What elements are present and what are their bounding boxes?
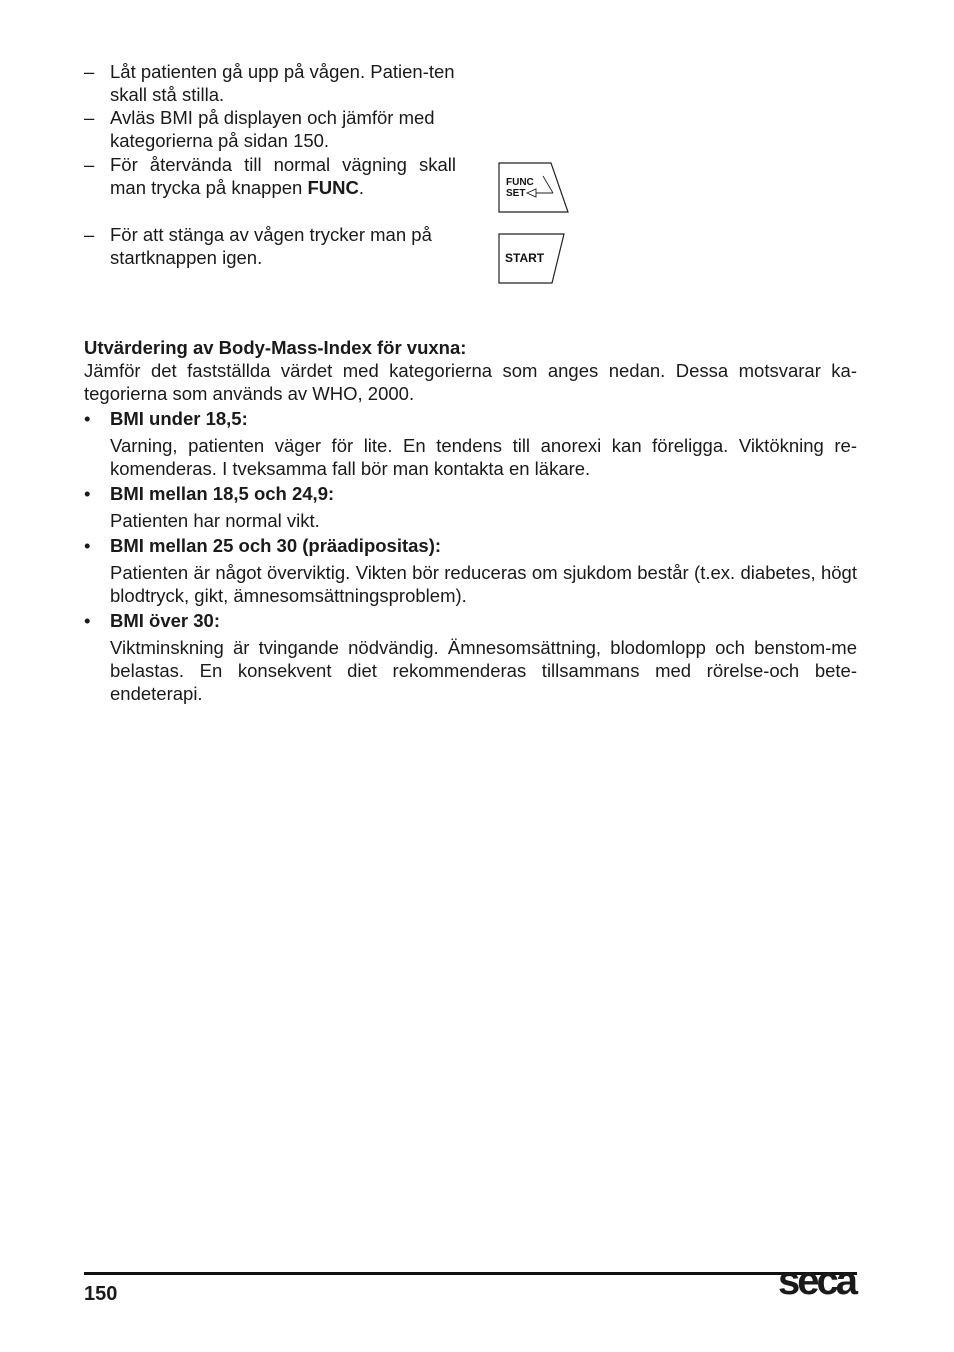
step-text (110, 153, 456, 199)
category-description: Patienten är något överviktig. Vikten bör reduceras om sjukdom består (t.ex. diabetes, högt blodtryck, gikt, ämnesomsättningsproblem). (110, 562, 857, 606)
category-description: Patienten har normal vikt. (110, 510, 320, 531)
start-button-illustration (498, 233, 566, 285)
bmi-evaluation-section (84, 336, 857, 705)
step-3 (84, 153, 456, 199)
set-label: SET (506, 188, 526, 199)
bullet-dot: • (84, 535, 91, 556)
category-title: BMI under 18,5: (110, 408, 248, 429)
category-title: BMI mellan 25 och 30 (präadipositas): (110, 535, 442, 556)
step-text-part: För återvända till normal vägning skall man trycka på knappen (110, 154, 456, 198)
step-4 (84, 223, 456, 269)
step-text: För att stänga av vågen trycker man på startknappen igen. (110, 224, 432, 268)
bmi-category-obese (84, 609, 857, 632)
footer-divider (84, 1272, 857, 1275)
start-label: START (505, 251, 545, 265)
dash-marker: – (84, 224, 95, 245)
seca-logo: seca (778, 1259, 855, 1303)
section-intro: Jämför det fastställda värdet med kategorierna som anges nedan. Dessa motsvarar ka-tegorierna som används av WHO, 2000. (84, 360, 857, 404)
section-heading: Utvärdering av Body-Mass-Index för vuxna: (84, 337, 467, 358)
step-text: Låt patienten gå upp på vågen. Patien-ten skall stå stilla. (110, 61, 455, 105)
dash-marker: – (84, 107, 95, 128)
category-description: Varning, patienten väger för lite. En tendens till anorexi kan föreligga. Viktökning re-komenderas. I tveksamma fall bör man kontakta en läkare. (110, 435, 857, 479)
bullet-dot: • (84, 610, 91, 631)
page-number: 150 (84, 1283, 118, 1305)
step-text: Avläs BMI på displayen och jämför med kategorierna på sidan 150. (110, 107, 435, 151)
category-description: Viktminskning är tvingande nödvändig. Ämnesomsättning, blodomlopp och benstom-me belastas. En konsekvent diet rekommenderas tillsammans med rörelse-och bete-endeterapi. (110, 637, 857, 704)
bmi-category-normal (84, 482, 857, 505)
func-label: FUNC (506, 177, 534, 188)
func-keyword: FUNC (307, 177, 359, 198)
bullet-dot: • (84, 408, 91, 429)
bullet-dot: • (84, 483, 91, 504)
func-set-key-shape (498, 162, 570, 214)
category-title: BMI över 30: (110, 610, 221, 631)
bmi-category-underweight (84, 407, 857, 430)
category-title: BMI mellan 18,5 och 24,9: (110, 483, 335, 504)
start-key-shape (498, 233, 566, 285)
func-set-button-illustration (498, 162, 570, 214)
step-text-part: . (358, 177, 364, 198)
step-2 (84, 106, 456, 152)
bmi-category-preobese (84, 534, 857, 557)
step-1 (84, 60, 456, 106)
dash-marker: – (84, 61, 95, 82)
dash-marker: – (84, 154, 95, 175)
